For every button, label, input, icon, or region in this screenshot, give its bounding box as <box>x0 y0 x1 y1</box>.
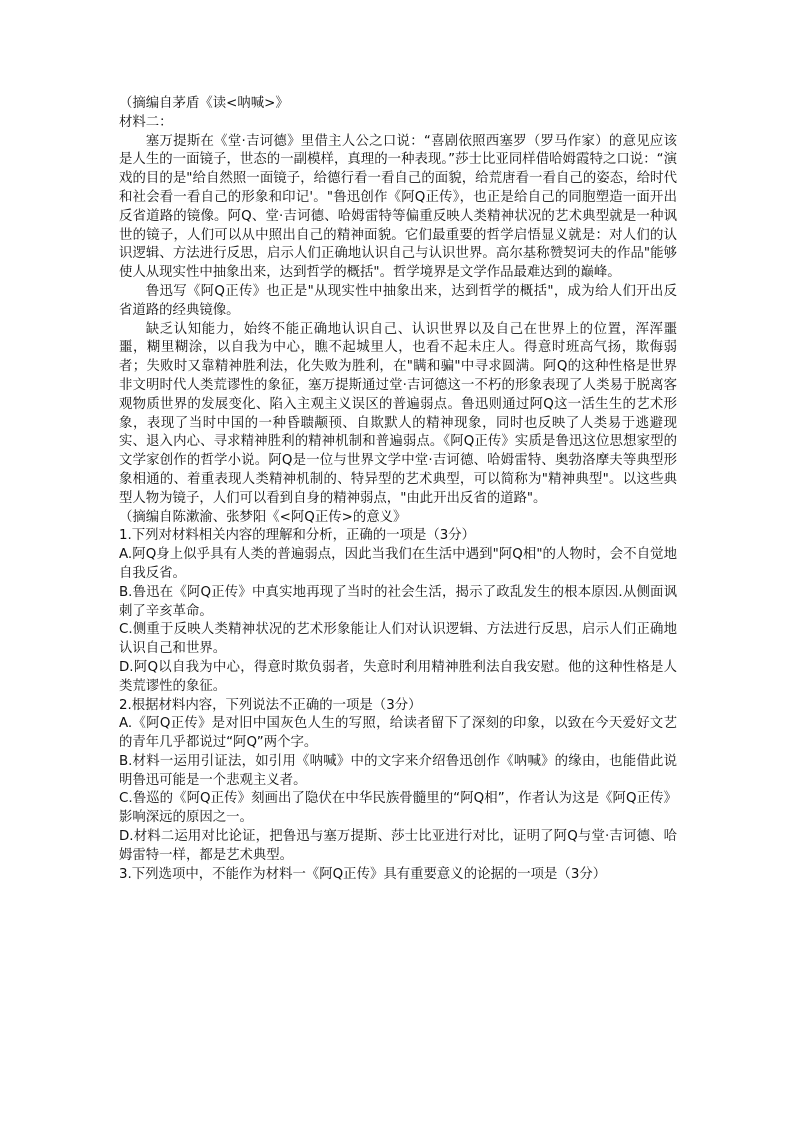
question-3 <box>119 866 677 885</box>
question-2-option-b: B.材料一运用引证法，如引用《呐喊》中的文字来介绍鲁迅创作《呐喊》的缘由，也能借此说明鲁迅可能是一个悲观主义者。 <box>119 753 677 788</box>
question-2-option-a: A.《阿Q正传》是对旧中国灰色人生的写照，给读者留下了深刻的印象，以致在今天爱好文艺的青年几乎都说过“阿Q”两个字。 <box>119 716 677 751</box>
question-1-option-d: D.阿Q以自我为中心，得意时欺负弱者，失意时利用精神胜利法自我安慰。他的这种性格是人类荒谬性的象征。 <box>119 659 677 694</box>
source-citation-1: （摘编自茅盾《读<呐喊>》 <box>119 96 289 111</box>
question-1-option-b: B.鲁迅在《阿Q正传》中真实地再现了当时的社会生活，揭示了政乱发生的根本原因.从侧面讽刺了辛亥革命。 <box>119 584 677 619</box>
question-3-title: 3.下列选项中，不能作为材料一《阿Q正传》具有重要意义的论据的一项是（3分） <box>119 866 607 882</box>
question-2-option-d: D.材料二运用对比论证，把鲁迅与塞万提斯、莎士比亚进行对比，证明了阿Q与堂·吉诃德、哈姆雷特一样，都是艺术典型。 <box>119 829 677 863</box>
question-2 <box>119 697 677 866</box>
question-1-title: 1.下列对材料相关内容的理解和分析，正确的一项是（3分） <box>119 528 476 544</box>
source-citation-2: （摘编自陈漱渝、张梦阳《<阿Q正传>的意义》 <box>119 509 407 525</box>
paragraph-3: 缺乏认知能力，始终不能正确地认识自己、认识世界以及自己在世界上的位置，浑浑噩噩，糊里糊涂，以自我为中心，瞧不起城里人，也看不起未庄人。得意时班高气扬，欺侮弱者；失败时又靠精神胜利法，化失败为胜利，在"瞒和骗"中寻求圆满。阿Q的这种性格是世界非文明时代人类荒谬性的象征，塞万提斯通过堂·吉诃德这一不朽的形象表现了人类易于脱离客观物质世界的发展变化、陷入主观主义误区的普遍弱点。鲁迅则通过阿Q这一活生生的艺术形象，表现了当时中国的一种昏聩颟顸、自欺默人的精神现象，同时也反映了人类易于逃避现实、退入内心、寻求精神胜利的精神机制和普遍弱点。《阿Q正传》实质是鲁迅这位思想家型的文学家创作的哲学小说。阿Q是一位与世界文学中堂·吉诃德、哈姆雷特、奥勃洛摩夫等典型形象相通的、着重表现人类精神机制的、特异型的艺术典型，可以简称为"精神典型"。以这些典型人物为镜子，人们可以看到自身的精神弱点，"由此开出反省的道路"。 <box>119 321 677 506</box>
question-2-title: 2.根据材料内容，下列说法不正确的一项是（3分） <box>119 697 422 713</box>
paragraph-1: 塞万提斯在《堂·吉诃德》里借主人公之口说：“喜剧依照西塞罗（罗马作家）的意见应该是人生的一面镜子，世态的一副模样，真理的一种表现。”莎士比亚同样借哈姆霞特之口说：“演戏的目的是"给自然照一面镜子，给德行看一看自己的面貌，给荒唐看一看自己的姿态，给时代和社会看一看自己的形象和印记'。"鲁迅创作《阿Q正传》，也正是给自己的同胞塑造一面开出反省道路的镜像。阿Q、堂·吉诃德、哈姆雷特等偏重反映人类精神状况的艺术典型就是一种讽世的镜子，人们可以从中照出自己的精神面貌。它们最重要的哲学启悟显义就是：对人们的认识逻辑、方法进行反思，启示人们正确地认识自己与认识世界。高尔基称赞契诃夫的作品"能够使人从现实性中抽象出来，达到哲学的概括"。哲学境界是文学作品最难达到的巅峰。 <box>119 133 677 281</box>
question-1-option-c: C.侧重于反映人类精神状况的艺术形象能让人们对认识逻辑、方法进行反思，启示人们正确地认识自己和世界。 <box>119 622 677 657</box>
question-2-option-c: C.鲁巡的《阿Q正传》刻画出了隐伏在中华民族骨髓里的“阿Q相”，作者认为这是《阿Q正传》影响深远的原因之一。 <box>119 791 677 826</box>
exam-page <box>119 95 677 884</box>
question-1-option-a: A.阿Q身上似乎具有人类的普遍弱点，因此当我们在生活中遇到"阿Q相"的人物时，会不自觉地自我反省。 <box>119 547 677 581</box>
material-2-heading: 材料二： <box>119 114 173 130</box>
paragraph-2: 鲁迅写《阿Q正传》也正是"从现实性中抽象出来，达到哲学的概括"，成为给人们开出反省道路的经典镜像。 <box>119 283 677 318</box>
question-1 <box>119 527 677 696</box>
